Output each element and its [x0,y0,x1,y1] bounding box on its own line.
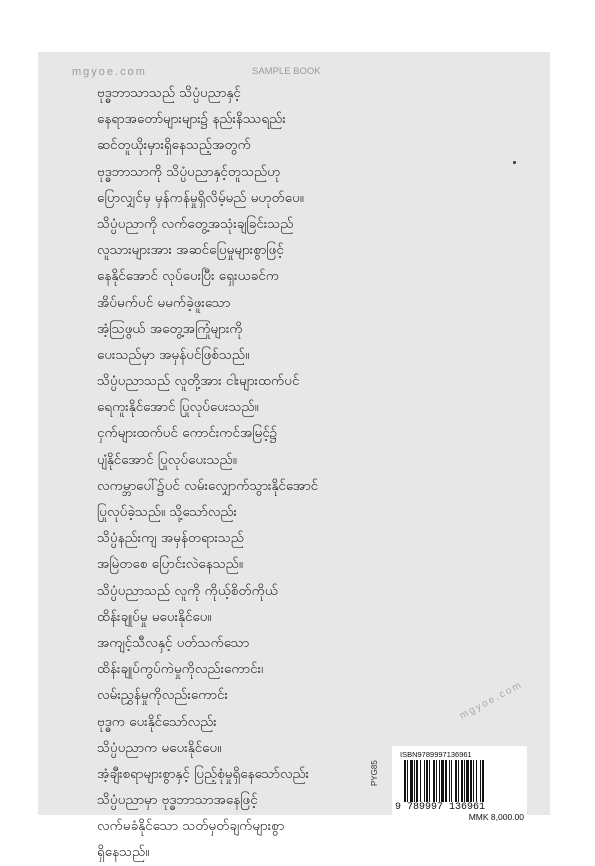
blurb-line: ငှက်များထက်ပင် ကောင်းကင်အမြင့်၌ [97,425,278,442]
site-watermark: mgyoe.com [72,66,147,78]
blurb-line: ဗုဒ္ဓက ပေးနိုင်သော်လည်း [97,713,217,730]
barcode-box [392,746,527,821]
blurb-line: လူသားများအား အဆင်ပြေမှုများစွာဖြင့် [97,242,284,259]
blurb-line: ထိန်းချုပ်မှု မပေးနိုင်ပေ။ [97,608,212,625]
barcode-number: 9 789997 136961 [395,802,486,813]
blurb-line: ပြောလျှင်မှ မှန်ကန်မှုရှိလိမ့်မည် မဟုတ်ပေ။ [97,189,304,206]
diagonal-watermark: mgyoe.com [458,679,525,722]
print-speck [513,161,516,164]
blurb-line: သိပ္ပံနည်းကျ အမှန်တရားသည် [97,530,244,547]
blurb-line: လက်မခံနိုင်သော သတ်မှတ်ချက်များစွာ [97,818,285,835]
blurb-line: ပေးသည်မှာ အမှန်ပင်ဖြစ်သည်။ [97,346,250,363]
price-label: MMK 8,000.00 [468,812,524,822]
blurb-line: သိပ္ပံပညာကို လက်တွေ့အသုံးချခြင်းသည် [97,215,294,232]
blurb-line: အမြဲတစေ ပြောင်းလဲနေသည်။ [97,556,243,573]
blurb-line: ဗုဒ္ဓဘာသာသည် သိပ္ပံပညာနှင့် [97,85,241,101]
blurb-line: လကမ္ဘာပေါ်၌ပင် လမ်းလျှောက်သွားနိုင်အောင် [97,477,319,494]
blurb-line: အိပ်မက်ပင် မမက်ခဲ့ဖူးသော [97,294,231,311]
blurb-line: လမ်းညွှန်မှုကိုလည်းကောင်း [97,687,228,704]
blurb-line: ရှိနေသည်။ [97,844,150,861]
blurb-line: အကျင့်သီလနှင့် ပတ်သက်သော [97,634,250,651]
blurb-line: သိပ္ပံပညာက မပေးနိုင်ပေ။ [97,739,222,756]
blurb-line: ပျံနိုင်အောင် ပြုလုပ်ပေးသည်။ [97,451,237,468]
blurb-line: ထိန်းချုပ်ကွပ်ကဲမှုကိုလည်းကောင်း၊ [97,661,264,678]
blurb-line: ရေကူးနိုင်အောင် ပြုလုပ်ပေးသည်။ [97,399,259,416]
sample-book-label: SAMPLE BOOK [252,66,321,77]
blurb-line: နေရာအတော်များများ၌ နည်းနိဿရည်း [97,111,286,128]
blurb-line: သိပ္ပံပညာသည် လူတို့အား ငါးများထက်ပင် [97,373,300,390]
blurb-line: အံ့ဩဖွယ် အတွေ့အကြုံများကို [97,320,243,337]
blurb-line: ပြုလုပ်ခဲ့သည်။ သို့သော်လည်း [97,504,237,520]
isbn-label: ISBN9789997136961 [400,750,472,759]
blurb-line: ဆင်တူယိုးမှားရှိနေသည့်အတွက် [97,137,251,154]
blurb-line: သိပ္ပံပညာမှာ ဗုဒ္ဓဘာသာအနေဖြင့် [97,792,258,809]
blurb-line: ဗုဒ္ဓဘာသာကို သိပ္ပံပညာနှင့်တူသည်ဟု [97,163,281,180]
barcode-icon [404,760,516,802]
blurb-line: နေနိုင်အောင် လုပ်ပေးပြီး ရှေးယခင်က [97,268,279,285]
blurb-line: အံ့ချီးစရာများစွာနှင့် ပြည့်စုံမှုရှိနေသော်လည်း [97,765,310,782]
side-code: PYG85 [370,760,379,786]
blurb-line: သိပ္ပံပညာသည် လူကို ကိုယ့်စိတ်ကိုယ် [97,582,278,599]
